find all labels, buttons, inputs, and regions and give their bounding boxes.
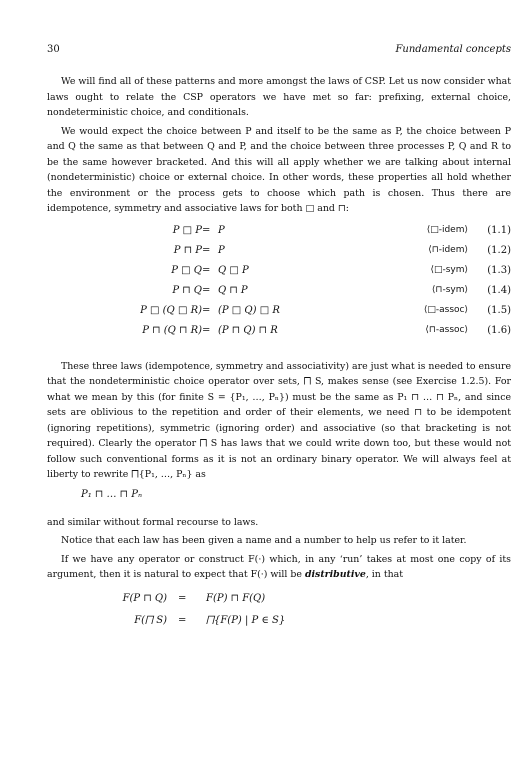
law-row bbox=[47, 283, 511, 303]
law-relation: = bbox=[202, 284, 211, 296]
law-row bbox=[47, 243, 511, 263]
equation-relation: = bbox=[178, 614, 187, 626]
law-row bbox=[47, 323, 511, 343]
paragraph-nondeterministic-sets: These three laws (idempotence, symmetry and associativity) are just what is needed to ensure that the nondeterministic choice operator over sets, ⨅ S, makes sense (see Exercise 1.2.5). For what we mean by this (for finite S = {P₁, …, Pₙ}) must be the same as P₁ ⊓ … ⊓ Pₙ, and since sets are oblivious to the repetition and order of their elements, we need ⊓ to be idempotent (ignoring repetitions), symmetric (ignoring order) and associative (so that bracketing is not required). Clearly the operator ⨅ S has laws that we could write down too, but these would not follow such conventional forms as it is not an ordinary binary operator. We will always feel at liberty to rewrite ⨅{P₁, …, Pₙ} as bbox=[47, 360, 511, 480]
law-relation: = bbox=[202, 264, 211, 276]
law-name: ⟨⊓-assoc⟩ bbox=[425, 324, 468, 335]
text-run: If we have any operator or construct F(·) which, in any ‘run’ takes at most one copy of its argument, then it is natural to expect that F(·) will be bbox=[47, 553, 511, 580]
law-name: ⟨□-sym⟩ bbox=[430, 264, 468, 275]
equation-relation: = bbox=[178, 592, 187, 604]
equation-rhs: ⨅{F(P) | P ∈ S} bbox=[206, 614, 286, 626]
text-run: , in that bbox=[365, 569, 403, 580]
running-title: Fundamental concepts bbox=[395, 44, 511, 55]
display-formula: P₁ ⊓ … ⊓ Pₙ bbox=[81, 488, 142, 500]
law-relation: = bbox=[202, 304, 211, 316]
law-rhs: P bbox=[218, 224, 225, 236]
distributive-equations bbox=[47, 591, 511, 635]
law-rhs: (P □ Q) □ R bbox=[218, 304, 280, 316]
emphasized-term: distributive bbox=[304, 569, 366, 580]
law-lhs: P ⊓ (Q ⊓ R) bbox=[142, 324, 202, 336]
law-rhs: Q □ P bbox=[218, 264, 249, 276]
equation-lhs: F(P ⊓ Q) bbox=[122, 592, 167, 604]
law-lhs: P □ Q bbox=[171, 264, 202, 276]
law-lhs: P ⊓ P bbox=[173, 244, 202, 256]
paragraph-law-names: Notice that each law has been given a name and a number to help us refer to it later. bbox=[61, 535, 467, 546]
law-number: (1.2) bbox=[487, 244, 511, 256]
law-relation: = bbox=[202, 224, 211, 236]
laws-list bbox=[47, 223, 511, 343]
law-number: (1.3) bbox=[487, 264, 511, 276]
law-number: (1.5) bbox=[487, 304, 511, 316]
paragraph-distributive bbox=[47, 552, 511, 583]
book-page bbox=[47, 44, 511, 635]
law-rhs: (P ⊓ Q) ⊓ R bbox=[218, 324, 278, 336]
paragraph-continuation: and similar without formal recourse to laws. bbox=[47, 516, 259, 528]
law-lhs: P □ (Q □ R) bbox=[140, 304, 202, 316]
page-header bbox=[47, 44, 511, 60]
equation-lhs: F(⨅ S) bbox=[134, 614, 167, 626]
law-rhs: P bbox=[218, 244, 225, 256]
law-name: ⟨⊓-idem⟩ bbox=[428, 244, 468, 255]
equation-row bbox=[47, 591, 511, 613]
equation-row bbox=[47, 613, 511, 635]
law-name: ⟨□-idem⟩ bbox=[426, 224, 468, 235]
law-relation: = bbox=[202, 244, 211, 256]
law-lhs: P ⊓ Q bbox=[172, 284, 202, 296]
paragraph-choice-laws: We would expect the choice between P and itself to be the same as P, the choice between P and Q the same as that between Q and P, and the choice between three processes P, Q and R to be the same however bracketed. And this will all apply whether we are talking about internal (nondeterministic) choice or external choice. In other words, these properties all hold whether the environment or the process gets to choose which path is chosen. Thus there are idempotence, symmetry and associative laws for both □ and ⊓: bbox=[47, 125, 511, 214]
equation-rhs: F(P) ⊓ F(Q) bbox=[206, 592, 266, 604]
paragraph-intro: We will find all of these patterns and more amongst the laws of CSP. Let us now consider what laws ought to relate the CSP operators we have met so far: prefixing, external choice, nondeterministic choice, and conditionals. bbox=[47, 76, 511, 118]
law-row bbox=[47, 303, 511, 323]
law-name: ⟨□-assoc⟩ bbox=[423, 304, 468, 315]
law-number: (1.6) bbox=[487, 324, 511, 336]
law-rhs: Q ⊓ P bbox=[218, 284, 248, 296]
law-row bbox=[47, 223, 511, 243]
law-lhs: P □ P bbox=[172, 224, 202, 236]
page-number: 30 bbox=[47, 44, 60, 55]
law-number: (1.4) bbox=[487, 284, 511, 296]
law-relation: = bbox=[202, 324, 211, 336]
law-row bbox=[47, 263, 511, 283]
law-number: (1.1) bbox=[487, 224, 511, 236]
law-name: ⟨⊓-sym⟩ bbox=[431, 284, 468, 295]
